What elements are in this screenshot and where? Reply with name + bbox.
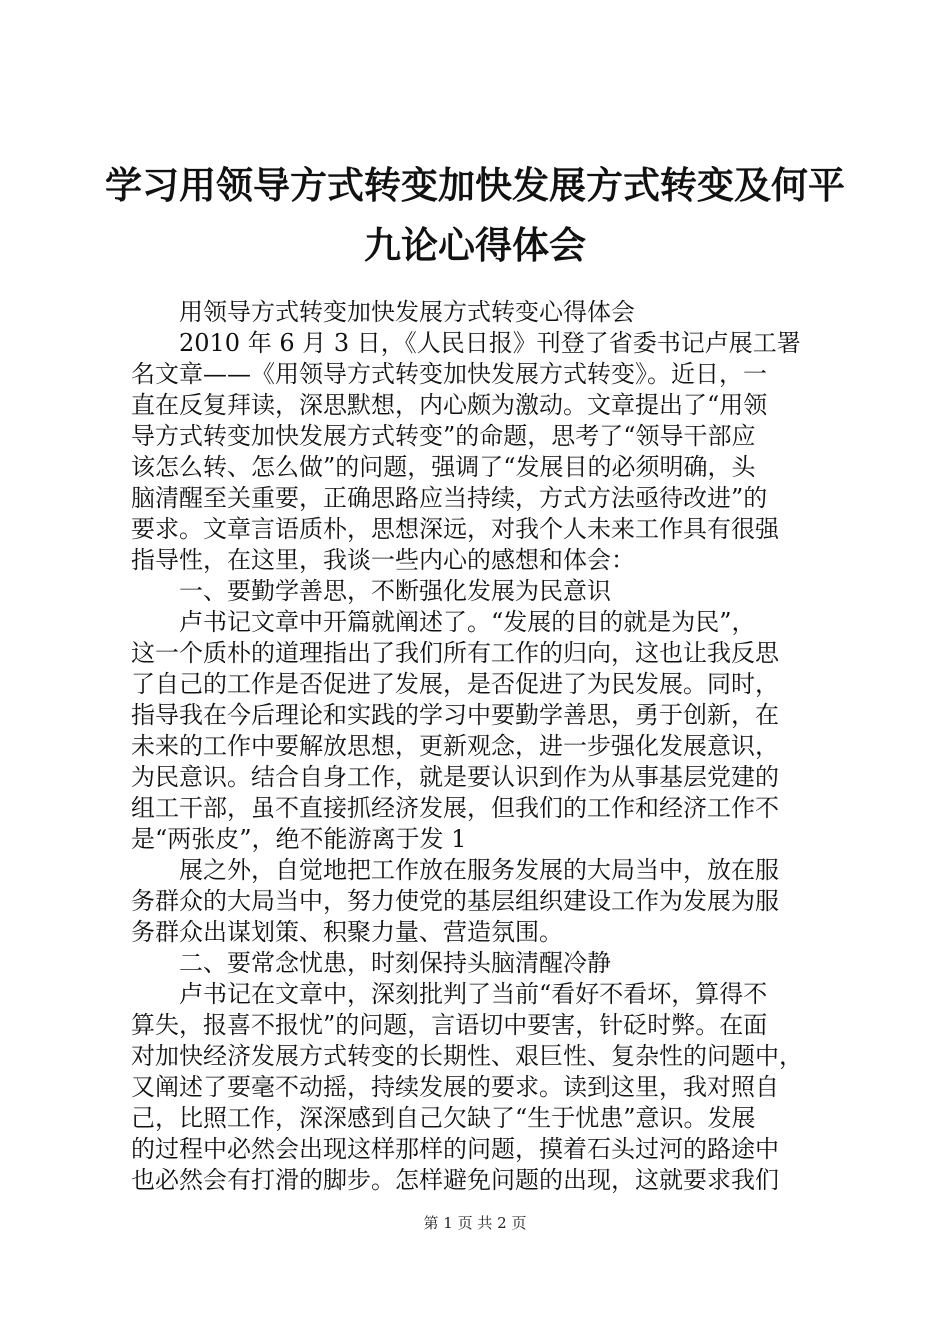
text-line: 脑清醒至关重要，正确思路应当持续，方式方法亟待改进”的: [131, 484, 768, 512]
text-line: 卢书记文章中开篇就阐述了。“发展的目的就是为民”，: [179, 608, 756, 636]
document-body: [131, 297, 831, 1196]
page-footer: 第 1 页 共 2 页: [423, 1214, 527, 1232]
text-line: 未来的工作中要解放思想，更新观念，进一步强化发展意识，: [131, 732, 779, 760]
text-line: 是“两张皮”，绝不能游离于发 1: [131, 825, 467, 853]
text-line: 一、要勤学善思，不断强化发展为民意识: [179, 577, 611, 605]
text-line: 要求。文章言语质朴，思想深远，对我个人未来工作具有很强: [131, 515, 779, 543]
text-line: 己，比照工作，深深感到自己欠缺了“生于忧患”意识。发展: [131, 1104, 756, 1132]
text-line: 用领导方式转变加快发展方式转变心得体会: [179, 298, 635, 326]
text-line: 展之外，自觉地把工作放在服务发展的大局当中，放在服: [179, 856, 779, 884]
text-line: 为民意识。结合自身工作，就是要认识到作为从事基层党建的: [131, 763, 779, 791]
text-line: 算失，报喜不报忧”的问题，言语切中要害，针砭时弊。在面: [131, 1011, 768, 1039]
text-line: 也必然会有打滑的脚步。怎样避免问题的出现，这就要求我们: [131, 1166, 779, 1194]
text-line: 2010 年 6 月 3 日，《人民日报》刊登了省委书记卢展工署: [179, 329, 801, 357]
text-line: 务群众的大局当中，努力使党的基层组织建设工作为发展为服: [131, 887, 779, 915]
document-title-line-1: 学习用领导方式转变加快发展方式转变及何平: [105, 163, 845, 207]
text-line: 又阐述了要毫不动摇，持续发展的要求。读到这里，我对照自: [131, 1073, 779, 1101]
text-line: 了自己的工作是否促进了发展，是否促进了为民发展。同时，: [131, 670, 779, 698]
text-line: 务群众出谋划策、积聚力量、营造氛围。: [131, 918, 563, 946]
document-title-line-2: 九论心得体会: [364, 223, 586, 267]
text-line: 二、要常念忧患，时刻保持头脑清醒冷静: [179, 949, 611, 977]
text-line: 组工干部，虽不直接抓经济发展，但我们的工作和经济工作不: [131, 794, 779, 822]
text-line: 这一个质朴的道理指出了我们所有工作的归向，这也让我反思: [131, 639, 779, 667]
text-line: 对加快经济发展方式转变的长期性、艰巨性、复杂性的问题中，: [131, 1042, 803, 1070]
text-line: 名文章——《用领导方式转变加快发展方式转变》。近日，一: [131, 360, 767, 388]
text-line: 直在反复拜读，深思默想，内心颇为激动。文章提出了“用领: [131, 391, 768, 419]
text-line: 指导我在今后理论和实践的学习中要勤学善思，勇于创新，在: [131, 701, 779, 729]
text-line: 指导性，在这里，我谈一些内心的感想和体会：: [131, 546, 635, 574]
text-line: 卢书记在文章中，深刻批判了当前“看好不看坏，算得不: [179, 980, 768, 1008]
text-line: 的过程中必然会出现这样那样的问题，摸着石头过河的路途中: [131, 1135, 779, 1163]
text-line: 导方式转变加快发展方式转变”的命题，思考了“领导干部应: [131, 422, 756, 450]
text-line: 该怎么转、怎么做”的问题，强调了“发展目的必须明确，头: [131, 453, 756, 481]
